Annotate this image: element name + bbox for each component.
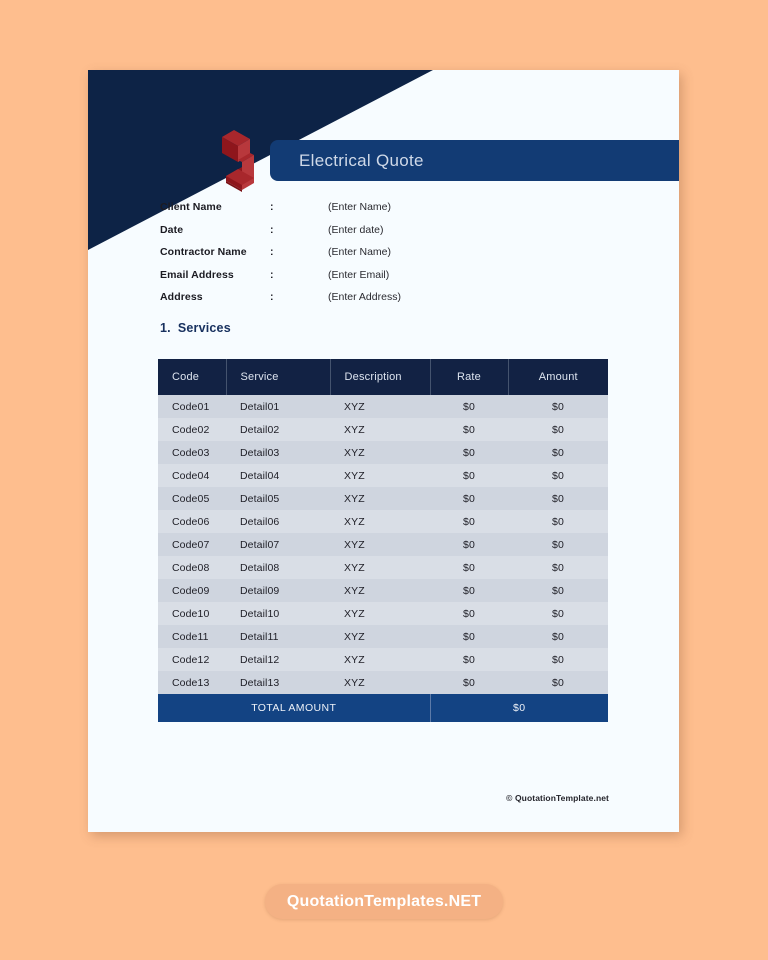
table-row (158, 556, 608, 579)
total-amount-value: $0 (430, 694, 608, 722)
cell-code[interactable]: Code07 (158, 533, 226, 556)
cell-amount[interactable]: $0 (508, 648, 608, 671)
cell-amount[interactable]: $0 (508, 441, 608, 464)
cell-amount[interactable]: $0 (508, 395, 608, 418)
info-label-contractor-name: Contractor Name (160, 246, 247, 259)
cell-code[interactable]: Code01 (158, 395, 226, 418)
cell-amount[interactable]: $0 (508, 602, 608, 625)
cell-service[interactable]: Detail04 (226, 464, 330, 487)
cell-rate[interactable]: $0 (430, 671, 508, 694)
client-info-block (160, 201, 401, 314)
column-header-code[interactable]: Code (158, 359, 226, 395)
cell-code[interactable]: Code11 (158, 625, 226, 648)
table-row (158, 395, 608, 418)
table-row (158, 533, 608, 556)
info-row-email-address (160, 269, 401, 292)
table-row (158, 671, 608, 694)
cell-rate[interactable]: $0 (430, 418, 508, 441)
cell-description[interactable]: XYZ (330, 464, 430, 487)
cell-description[interactable]: XYZ (330, 602, 430, 625)
document-page (88, 70, 679, 832)
cell-description[interactable]: XYZ (330, 441, 430, 464)
cell-rate[interactable]: $0 (430, 625, 508, 648)
table-row (158, 648, 608, 671)
column-header-description[interactable]: Description (330, 359, 430, 395)
cell-rate[interactable]: $0 (430, 602, 508, 625)
column-header-rate[interactable]: Rate (430, 359, 508, 395)
total-amount-label: TOTAL AMOUNT (158, 694, 430, 722)
column-header-amount[interactable]: Amount (508, 359, 608, 395)
info-label-email-address: Email Address (160, 268, 234, 281)
table-header-row (158, 359, 608, 395)
table-row (158, 418, 608, 441)
table-row (158, 579, 608, 602)
info-label-date: Date (160, 223, 184, 236)
cell-code[interactable]: Code06 (158, 510, 226, 533)
cell-rate[interactable]: $0 (430, 556, 508, 579)
cell-description[interactable]: XYZ (330, 487, 430, 510)
cell-service[interactable]: Detail03 (226, 441, 330, 464)
table-row (158, 441, 608, 464)
cell-rate[interactable]: $0 (430, 648, 508, 671)
cell-description[interactable]: XYZ (330, 510, 430, 533)
cell-code[interactable]: Code12 (158, 648, 226, 671)
cell-amount[interactable]: $0 (508, 510, 608, 533)
info-label-client-name: Client Name (160, 201, 222, 213)
info-colon: : (270, 201, 274, 213)
section-title: Services (177, 321, 231, 335)
cell-code[interactable]: Code08 (158, 556, 226, 579)
info-value-contractor-name[interactable]: (Enter Name) (328, 246, 392, 259)
info-colon: : (270, 246, 274, 259)
info-value-client-name[interactable]: (Enter Name) (328, 201, 392, 213)
cell-service[interactable]: Detail09 (226, 579, 330, 602)
cell-rate[interactable]: $0 (430, 579, 508, 602)
cell-amount[interactable]: $0 (508, 556, 608, 579)
cell-rate[interactable]: $0 (430, 395, 508, 418)
cell-code[interactable]: Code03 (158, 441, 226, 464)
info-row-contractor-name (160, 246, 401, 269)
footer-copyright: © QuotationTemplate.net (506, 793, 609, 803)
cell-amount[interactable]: $0 (508, 418, 608, 441)
cell-code[interactable]: Code05 (158, 487, 226, 510)
info-row-date (160, 224, 401, 247)
watermark-badge[interactable] (265, 884, 503, 919)
info-value-date[interactable]: (Enter date) (328, 223, 384, 236)
company-logo-icon (218, 128, 258, 194)
cell-description[interactable]: XYZ (330, 395, 430, 418)
cell-service[interactable]: Detail07 (226, 533, 330, 556)
cell-description[interactable]: XYZ (330, 533, 430, 556)
cell-service[interactable]: Detail05 (226, 487, 330, 510)
cell-code[interactable]: Code04 (158, 464, 226, 487)
cell-service[interactable]: Detail08 (226, 556, 330, 579)
cell-amount[interactable]: $0 (508, 579, 608, 602)
cell-description[interactable]: XYZ (330, 418, 430, 441)
cell-amount[interactable]: $0 (508, 625, 608, 648)
document-title-bar (270, 140, 679, 181)
info-label-address: Address (160, 291, 203, 304)
section-heading-services (160, 321, 231, 335)
table-total-row (158, 694, 608, 722)
section-number: 1. (160, 321, 171, 335)
cell-code[interactable]: Code02 (158, 418, 226, 441)
cell-code[interactable]: Code13 (158, 671, 226, 694)
cell-rate[interactable]: $0 (430, 510, 508, 533)
watermark-badge-label: QuotationTemplates.NET (286, 892, 482, 910)
column-header-service[interactable]: Service (226, 359, 330, 395)
info-colon: : (270, 291, 274, 304)
cell-service[interactable]: Detail02 (226, 418, 330, 441)
cell-description[interactable]: XYZ (330, 625, 430, 648)
info-value-email-address[interactable]: (Enter Email) (328, 268, 390, 281)
table-row (158, 464, 608, 487)
cell-service[interactable]: Detail10 (226, 602, 330, 625)
cell-code[interactable]: Code09 (158, 579, 226, 602)
cell-code[interactable]: Code10 (158, 602, 226, 625)
table-row (158, 487, 608, 510)
table-row (158, 602, 608, 625)
table-row (158, 510, 608, 533)
cell-description[interactable]: XYZ (330, 579, 430, 602)
cell-rate[interactable]: $0 (430, 533, 508, 556)
cell-rate[interactable]: $0 (430, 441, 508, 464)
cell-rate[interactable]: $0 (430, 487, 508, 510)
cell-service[interactable]: Detail01 (226, 395, 330, 418)
table-row (158, 625, 608, 648)
info-value-address[interactable]: (Enter Address) (328, 291, 401, 304)
cell-service[interactable]: Detail13 (226, 671, 330, 694)
info-colon: : (270, 223, 274, 236)
cell-amount[interactable]: $0 (508, 487, 608, 510)
info-colon: : (270, 268, 274, 281)
cell-amount[interactable]: $0 (508, 533, 608, 556)
cell-description[interactable]: XYZ (330, 671, 430, 694)
info-row-address (160, 291, 401, 314)
cell-amount[interactable]: $0 (508, 671, 608, 694)
cell-description[interactable]: XYZ (330, 556, 430, 579)
cell-service[interactable]: Detail06 (226, 510, 330, 533)
info-row-client-name (160, 201, 401, 224)
cell-amount[interactable]: $0 (508, 464, 608, 487)
cell-service[interactable]: Detail11 (226, 625, 330, 648)
cell-description[interactable]: XYZ (330, 648, 430, 671)
page-title: Electrical Quote (299, 150, 424, 170)
cell-service[interactable]: Detail12 (226, 648, 330, 671)
services-table (158, 359, 608, 722)
cell-rate[interactable]: $0 (430, 464, 508, 487)
